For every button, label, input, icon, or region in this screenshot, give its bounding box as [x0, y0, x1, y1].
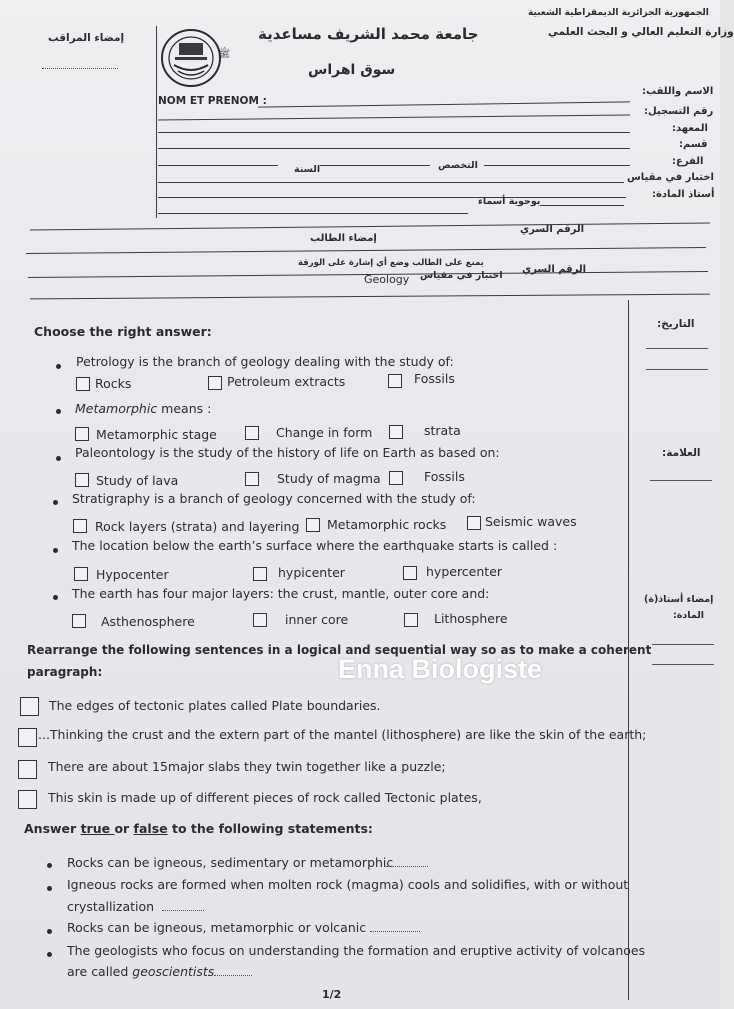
q4-option1-label: Rock layers (strata) and layering: [95, 519, 300, 534]
nom-prenom-label: NOM ET PRENOM :: [158, 95, 267, 107]
subject-label: Geology: [364, 273, 410, 286]
q4-option3-label: Seismic waves: [485, 514, 577, 529]
q3-option1-label: Study of lava: [96, 473, 179, 488]
statement2-text: Igneous rocks are formed when molten rock (magma) cools and solidifies, with or without: [67, 877, 629, 892]
secret-number-1: الرقم السري: [520, 224, 585, 235]
section1-title: Choose the right answer:: [34, 324, 212, 339]
sentence1-checkbox[interactable]: [20, 697, 39, 716]
bullet: [56, 456, 61, 461]
sentence2-text: ...Thinking the crust and the extern part of the mantel (lithosphere) are like the skin of the earth;: [38, 727, 647, 742]
bullet: [56, 364, 61, 369]
q2-option1-label: Metamorphic stage: [96, 427, 217, 442]
bullet: [53, 595, 58, 600]
q6-option3-checkbox[interactable]: [404, 613, 418, 627]
q5-option2-checkbox[interactable]: [253, 567, 267, 581]
q1-option3-label: Fossils: [414, 371, 455, 386]
q5-option2-label: hypicenter: [278, 565, 345, 580]
q2-stem: Metamorphic means :: [75, 401, 212, 416]
sentence3-checkbox[interactable]: [18, 760, 37, 779]
prof-signature-label: إمضاء أستاذ(ة): [644, 594, 714, 605]
group-label: بوحوية أسماء: [478, 196, 541, 207]
q3-option1-checkbox[interactable]: [75, 473, 89, 487]
q5-option1-label: Hypocenter: [96, 567, 169, 582]
bullet: [47, 929, 52, 934]
field-institute: المعهد:: [672, 123, 708, 134]
separator-2: [26, 247, 706, 254]
date-line-1: [646, 348, 708, 349]
q5-option3-checkbox[interactable]: [403, 566, 417, 580]
header-divider: [156, 26, 157, 218]
field-exam-in: اختبار في مقياس: [627, 172, 714, 183]
q3-option2-label: Study of magma: [277, 471, 381, 486]
statement4-text-cont: are called geoscientists: [67, 964, 215, 979]
line-teacher: [158, 197, 626, 198]
watermark-text: Enna Biologiste: [338, 654, 543, 684]
statement2-text-cont: crystallization: [67, 899, 155, 914]
q4-option2-label: Metamorphic rocks: [327, 517, 447, 532]
year-label: السنة: [294, 164, 321, 175]
q1-option3-checkbox[interactable]: [388, 374, 402, 388]
student-signature-label: إمضاء الطالب: [310, 233, 377, 244]
date-line-2: [646, 369, 708, 370]
q2-option3-checkbox[interactable]: [389, 425, 403, 439]
line-branch: [484, 165, 630, 166]
statement3-answer-line[interactable]: [370, 931, 420, 932]
secret-number-2: الرقم السري: [522, 264, 587, 275]
section2-title-line2: paragraph:: [27, 665, 103, 679]
statement2-answer-line[interactable]: [162, 910, 204, 911]
q2-option3-label: strata: [424, 423, 461, 438]
page-number: 1/2: [322, 988, 342, 1001]
line-department: [158, 148, 630, 149]
bullet: [47, 886, 52, 891]
line-year: [158, 165, 278, 166]
field-registration: رقم التسجيل:: [644, 106, 714, 117]
q4-option3-checkbox[interactable]: [467, 516, 481, 530]
field-department: قسم:: [679, 139, 708, 150]
q6-option1-label: Asthenosphere: [101, 614, 195, 629]
q6-option1-checkbox[interactable]: [72, 614, 86, 628]
q6-option2-checkbox[interactable]: [253, 613, 267, 627]
section2-title-line1: Rearrange the following sentences in a logical and sequential way so as to make a coherent: [27, 643, 652, 657]
q4-option2-checkbox[interactable]: [306, 518, 320, 532]
q6-stem: The earth has four major layers: the crust, mantle, outer core and:: [72, 586, 490, 601]
field-fullname: الاسم واللقب:: [642, 86, 714, 97]
bullet: [53, 548, 58, 553]
q2-option1-checkbox[interactable]: [75, 427, 89, 441]
line-group-right: [540, 205, 624, 206]
warning-text: يمنع على الطالب وضع أي إشارة على الورقة: [298, 258, 484, 268]
q3-stem: Paleontology is the study of the history of life on Earth as based on:: [75, 445, 500, 460]
field-teacher: أستاذ المادة:: [652, 189, 715, 200]
mark-label: العلامة:: [662, 447, 701, 459]
q5-stem: The location below the earth’s surface where the earthquake starts is called :: [72, 538, 558, 553]
statement4-answer-line[interactable]: [214, 975, 252, 976]
q4-stem: Stratigraphy is a branch of geology concerned with the study of:: [72, 491, 476, 506]
q1-stem: Petrology is the branch of geology dealing with the study of:: [76, 354, 454, 369]
speciality-label: التخصص: [438, 160, 478, 171]
q1-option2-label: Petroleum extracts: [227, 374, 346, 389]
q2-option2-checkbox[interactable]: [245, 426, 259, 440]
sentence2-checkbox[interactable]: [18, 728, 37, 747]
nom-prenom-line: [258, 101, 630, 107]
q3-option3-checkbox[interactable]: [389, 471, 403, 485]
prof-line-1: [652, 644, 714, 645]
svg-text:ﷺ: ﷺ: [218, 49, 231, 60]
exam-in-label: اختبار في مقياس: [420, 270, 503, 281]
city-name: سوق اهراس: [308, 62, 396, 78]
q1-option1-label: Rocks: [95, 376, 132, 391]
line-group: [158, 213, 468, 214]
sentence4-text: This skin is made up of different pieces of rock called Tectonic plates,: [48, 790, 482, 805]
sentence3-text: There are about 15major slabs they twin together like a puzzle;: [48, 759, 446, 774]
supervisor-signature-line: [42, 68, 118, 69]
supervisor-signature-label: إمضاء المراقب: [48, 32, 125, 44]
separator-4: [30, 294, 710, 300]
q6-option2-label: inner core: [285, 612, 349, 627]
q4-option1-checkbox[interactable]: [73, 519, 87, 533]
q5-option1-checkbox[interactable]: [74, 567, 88, 581]
university-logo-icon: [160, 27, 231, 89]
q6-option3-label: Lithosphere: [434, 611, 508, 626]
prof-line-2: [652, 664, 714, 665]
field-branch: الفرع:: [672, 156, 704, 167]
line-institute: [158, 132, 630, 133]
statement1-text: Rocks can be igneous, sedimentary or metamorphic: [67, 855, 394, 870]
mark-line: [650, 480, 712, 481]
q3-option2-checkbox[interactable]: [245, 472, 259, 486]
q1-option1-checkbox[interactable]: [76, 377, 90, 391]
section3-title: Answer true or false to the following statements:: [24, 821, 373, 836]
university-name: جامعة محمد الشريف مساعدية: [258, 25, 479, 43]
q1-option2-checkbox[interactable]: [208, 376, 222, 390]
separator-1: [30, 222, 710, 230]
statement1-answer-line[interactable]: [386, 866, 428, 867]
sentence1-text: The edges of tectonic plates called Plate boundaries.: [49, 698, 381, 713]
q5-option3-label: hypercenter: [426, 564, 503, 579]
bullet: [56, 409, 61, 414]
matter-label: المادة:: [673, 610, 705, 621]
sentence4-checkbox[interactable]: [18, 790, 37, 809]
statement3-text: Rocks can be igneous, metamorphic or volcanic: [67, 920, 367, 935]
statement4-text: The geologists who focus on understanding the formation and eruptive activity of volcanoes: [67, 943, 646, 958]
bullet: [53, 500, 58, 505]
republic-text: الجمهورية الجزائرية الديمقراطية الشعبية: [528, 8, 709, 18]
date-label: التاريخ:: [657, 318, 695, 330]
line-exam: [158, 182, 624, 183]
bullet: [47, 952, 52, 957]
line-registration: [158, 115, 630, 121]
ministry-text: وزارة التعليم العالي و البحث العلمي: [548, 26, 734, 38]
bullet: [47, 863, 52, 868]
line-speciality: [320, 165, 430, 166]
q2-option2-label: Change in form: [276, 425, 373, 440]
q3-option3-label: Fossils: [424, 469, 465, 484]
